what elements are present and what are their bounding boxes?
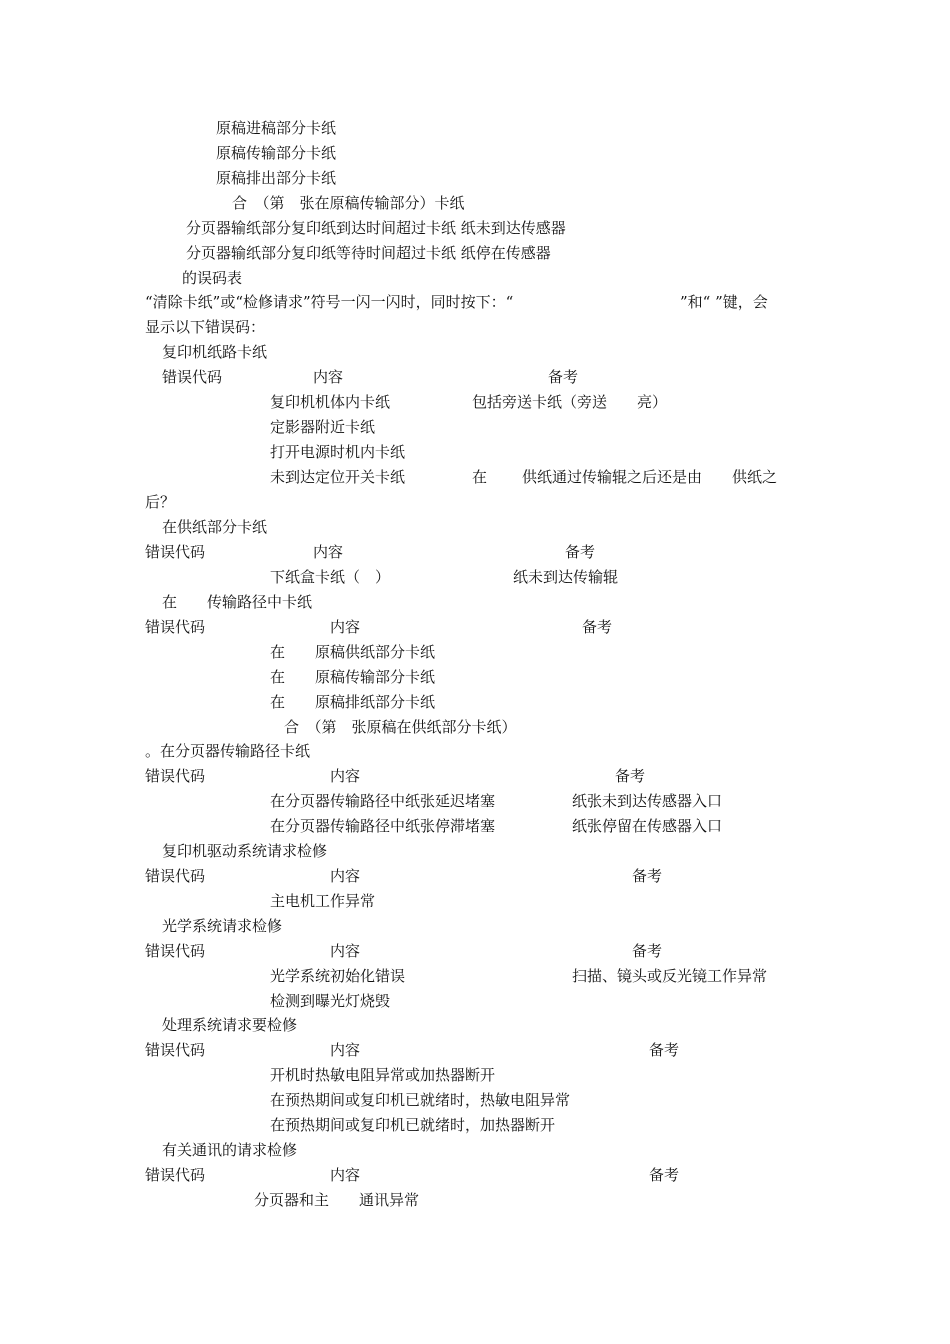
section-heading: 在 传输路径中卡纸 (162, 593, 313, 611)
table-cell: 分页器和主 通讯异常 (254, 1191, 420, 1209)
column-header: 内容 (330, 867, 361, 885)
table-cell: 纸未到达传输辊 (513, 568, 619, 586)
text-line: 后？ (145, 493, 176, 511)
table-cell: 在 (472, 468, 488, 486)
column-header: 内容 (330, 767, 361, 785)
table-cell: 光学系统初始化错误 (270, 967, 406, 985)
column-header: 错误代码 (162, 368, 223, 386)
text-line: 分页器输纸部分复印纸到达时间超过卡纸 纸未到达传感器 (186, 219, 566, 237)
section-heading: 复印机驱动系统请求检修 (162, 842, 328, 860)
column-header: 内容 (330, 618, 361, 636)
section-heading: 的误码表 (182, 269, 243, 287)
column-header: 内容 (330, 942, 361, 960)
text-line: 原稿进稿部分卡纸 (216, 119, 337, 137)
column-header: 错误代码 (145, 618, 206, 636)
section-heading: 在供纸部分卡纸 (162, 518, 268, 536)
column-header: 备考 (548, 368, 579, 386)
text-line: 原稿传输部分卡纸 (216, 144, 337, 162)
table-cell: 扫描、镜头或反光镜工作异常 (572, 967, 768, 985)
table-cell: 定影器附近卡纸 (270, 418, 376, 436)
text-line: 合 （第 张在原稿传输部分）卡纸 (232, 194, 465, 212)
text-line: “清除卡纸”或“检修请求”符号一闪一闪时，同时按下：“ (145, 293, 514, 311)
column-header: 内容 (330, 1166, 361, 1184)
text-line: ”和“ ”键，会 (680, 293, 768, 311)
section-heading: 复印机纸路卡纸 (162, 343, 268, 361)
table-cell: 打开电源时机内卡纸 (270, 443, 406, 461)
table-cell: 在预热期间或复印机已就绪时，加热器断开 (270, 1116, 556, 1134)
column-header: 内容 (330, 1041, 361, 1059)
table-cell: 未到达定位开关卡纸 (270, 468, 406, 486)
column-header: 错误代码 (145, 942, 206, 960)
column-header: 备考 (632, 867, 663, 885)
column-header: 备考 (632, 942, 663, 960)
column-header: 备考 (565, 543, 596, 561)
text-line: 分页器输纸部分复印纸等待时间超过卡纸 纸停在传感器 (186, 244, 551, 262)
column-header: 内容 (313, 543, 344, 561)
column-header: 备考 (615, 767, 646, 785)
table-cell: 开机时热敏电阻异常或加热器断开 (270, 1066, 496, 1084)
column-header: 备考 (649, 1041, 680, 1059)
column-header: 错误代码 (145, 543, 206, 561)
column-header: 备考 (649, 1166, 680, 1184)
table-cell: 包括旁送卡纸（旁送 亮） (472, 393, 668, 411)
column-header: 错误代码 (145, 767, 206, 785)
column-header: 错误代码 (145, 867, 206, 885)
table-cell: 在预热期间或复印机已就绪时，热敏电阻异常 (270, 1091, 571, 1109)
table-cell: 纸张未到达传感器入口 (572, 792, 723, 810)
table-cell: 主电机工作异常 (270, 892, 376, 910)
table-cell: 合 （第 张原稿在供纸部分卡纸） (284, 718, 517, 736)
table-cell: 复印机机体内卡纸 (270, 393, 391, 411)
table-cell: 在 原稿供纸部分卡纸 (270, 643, 436, 661)
table-cell: 在分页器传输路径中纸张延迟堵塞 (270, 792, 496, 810)
column-header: 备考 (582, 618, 613, 636)
section-heading: 有关通讯的请求检修 (162, 1141, 298, 1159)
table-cell: 在 原稿传输部分卡纸 (270, 668, 436, 686)
table-cell: 在分页器传输路径中纸张停滞堵塞 (270, 817, 496, 835)
table-cell: 在 原稿排纸部分卡纸 (270, 693, 436, 711)
section-heading: 光学系统请求检修 (162, 917, 283, 935)
table-cell: 纸张停留在传感器入口 (572, 817, 723, 835)
column-header: 错误代码 (145, 1166, 206, 1184)
column-header: 内容 (313, 368, 344, 386)
section-heading: 。在分页器传输路径卡纸 (145, 742, 311, 760)
table-cell: 下纸盒卡纸（ ） (270, 568, 391, 586)
column-header: 错误代码 (145, 1041, 206, 1059)
section-heading: 处理系统请求要检修 (162, 1016, 298, 1034)
text-line: 显示以下错误码： (145, 318, 266, 336)
table-cell: 检测到曝光灯烧毁 (270, 992, 391, 1010)
table-cell: 供纸通过传输辊之后还是由 供纸之 (522, 468, 778, 486)
text-line: 原稿排出部分卡纸 (216, 169, 337, 187)
